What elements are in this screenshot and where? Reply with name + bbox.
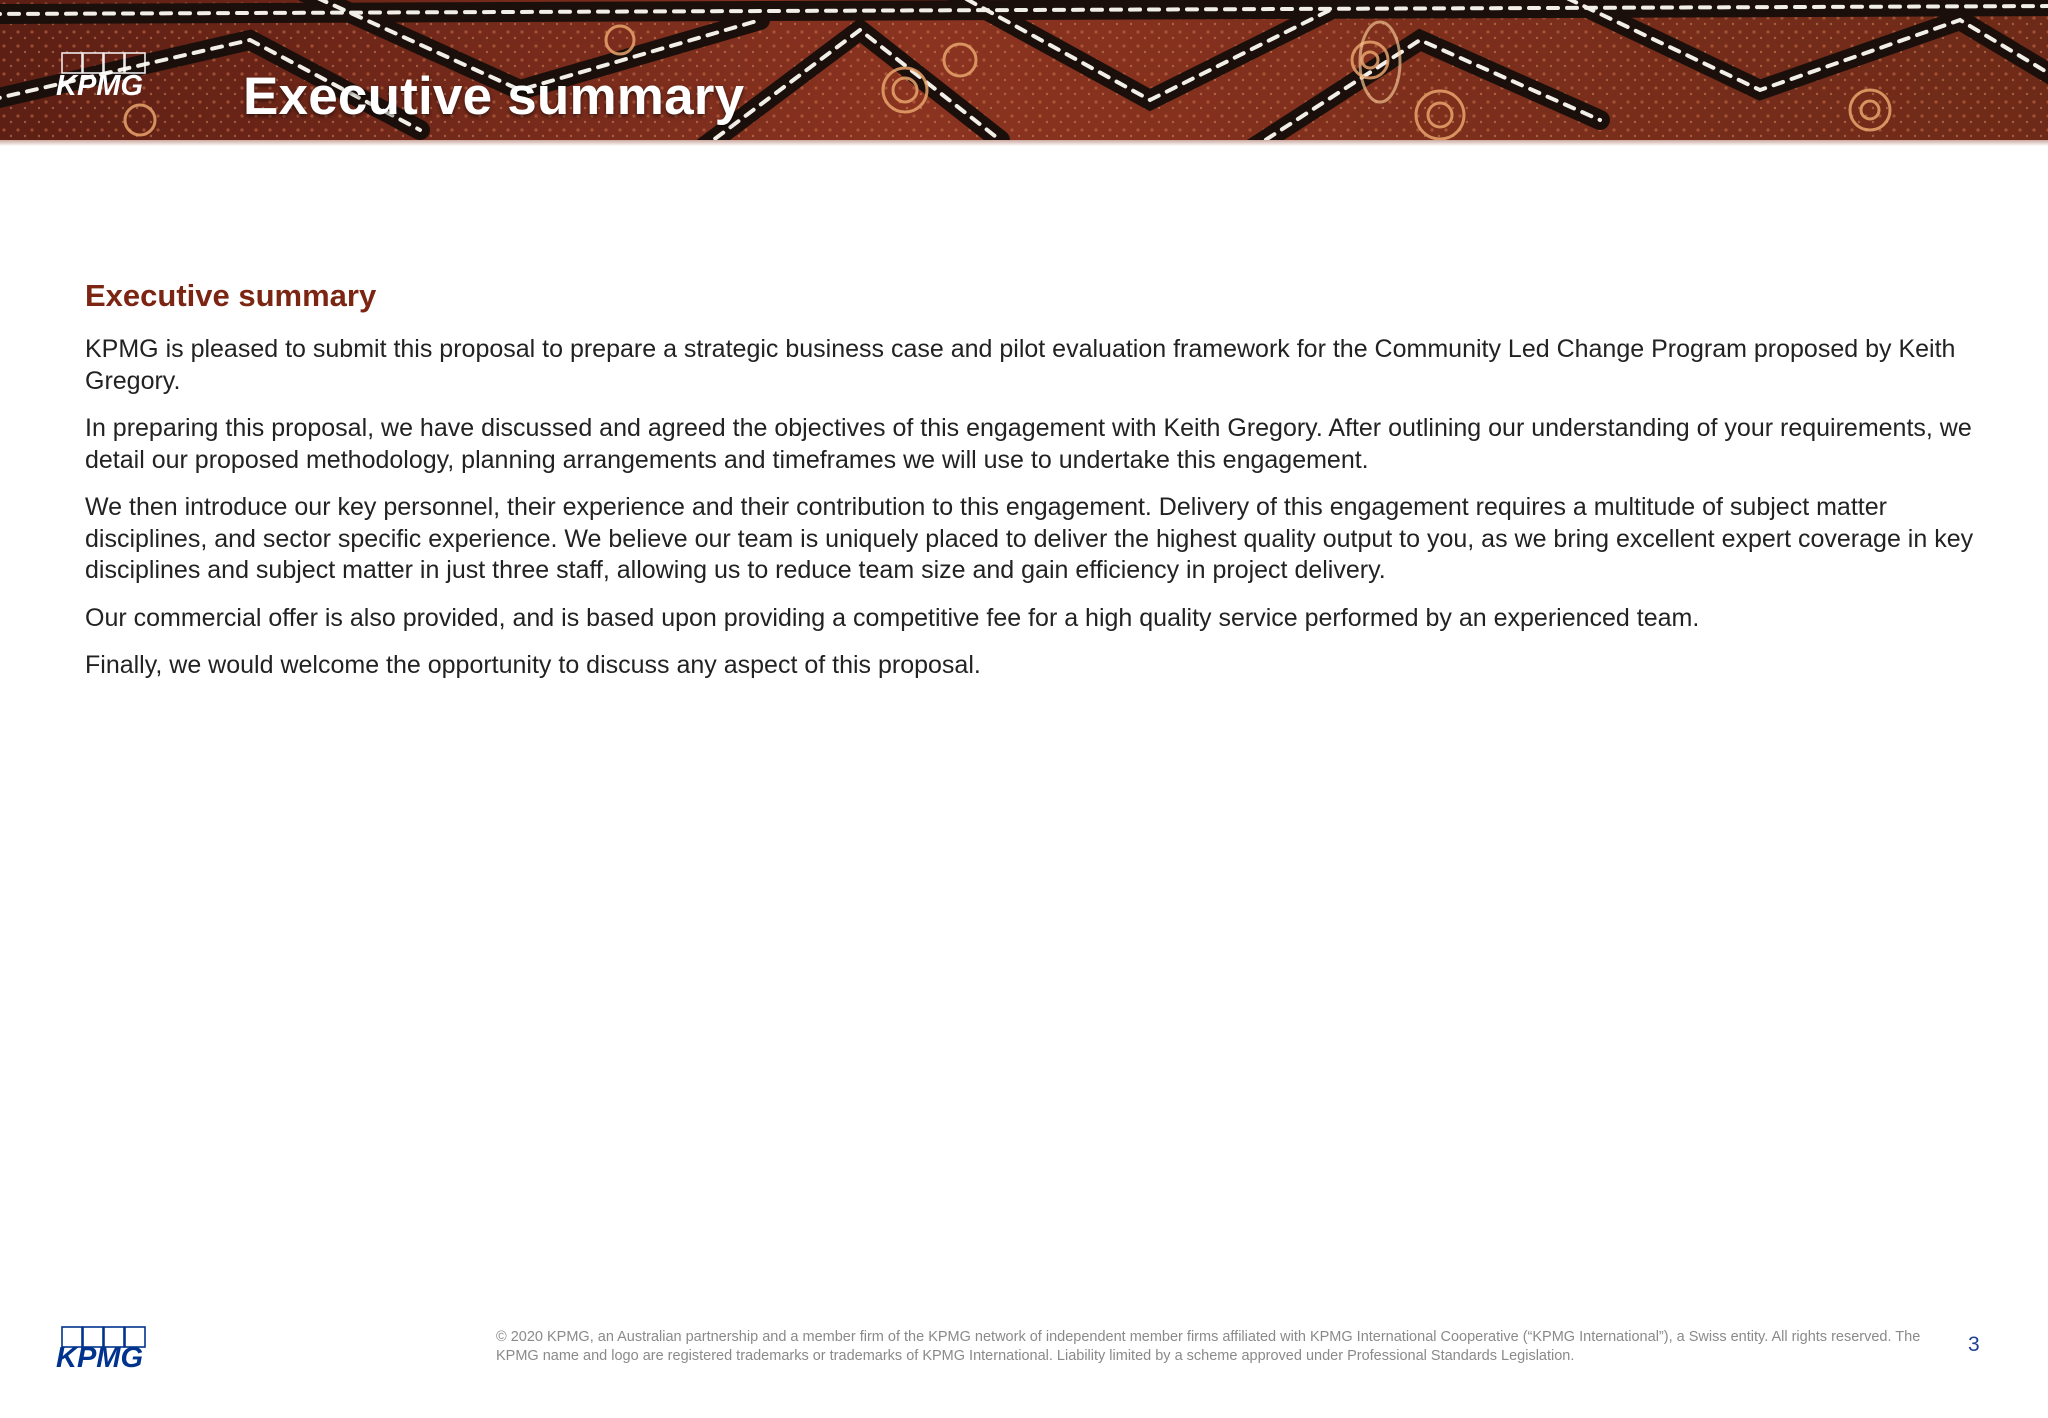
header-banner — [0, 0, 2048, 144]
footer-logo-text: KPMG — [56, 1342, 143, 1370]
body-paragraph: We then introduce our key personnel, their experience and their contribution to this engagement. Delivery of this engagement requires a multitude of subject matter disciplines, and sector specific experience. We believe our team is uniquely placed to deliver the highest quality output to you, as we bring excellent expert coverage in key disciplines and subject matter in just three staff, allowing us to reduce team size and gain efficiency in project delivery. — [85, 493, 1974, 584]
page-number: 3 — [1968, 1333, 1980, 1356]
banner-divider — [0, 140, 2048, 146]
body-paragraph: In preparing this proposal, we have discussed and agreed the objectives of this engagement with Keith Gregory. After outlining our understanding of your requirements, we detail our proposed methodology, planning arrangements and timeframes we will use to undertake this engagement. — [85, 414, 1972, 474]
body-paragraph: Finally, we would welcome the opportunity to discuss any aspect of this proposal. — [85, 651, 981, 679]
section-heading: Executive summary — [85, 278, 377, 313]
body-paragraph: Our commercial offer is also provided, and is based upon providing a competitive fee for a high quality service performed by an experienced team. — [85, 603, 1700, 632]
banner-logo-text: KPMG — [56, 70, 143, 100]
kpmg-logo-icon — [56, 1326, 156, 1370]
kpmg-logo-icon — [56, 52, 156, 100]
page-title: Executive summary — [243, 67, 745, 126]
legal-disclaimer: © 2020 KPMG, an Australian partnership and a member firm of the KPMG network of independent member firms affiliated with KPMG International Cooperative (“KPMG International”), a Swiss entity. All rights reserved. The KPMG name and logo are registered trademarks or trademarks of KPMG International. Liability limited by a scheme approved under Professional Standards Legislation. — [496, 1329, 1921, 1364]
body-paragraph: KPMG is pleased to submit this proposal to prepare a strategic business case and pilot evaluation framework for the Community Led Change Program proposed by Keith Gregory. — [85, 335, 1956, 395]
content-area — [85, 276, 2005, 698]
